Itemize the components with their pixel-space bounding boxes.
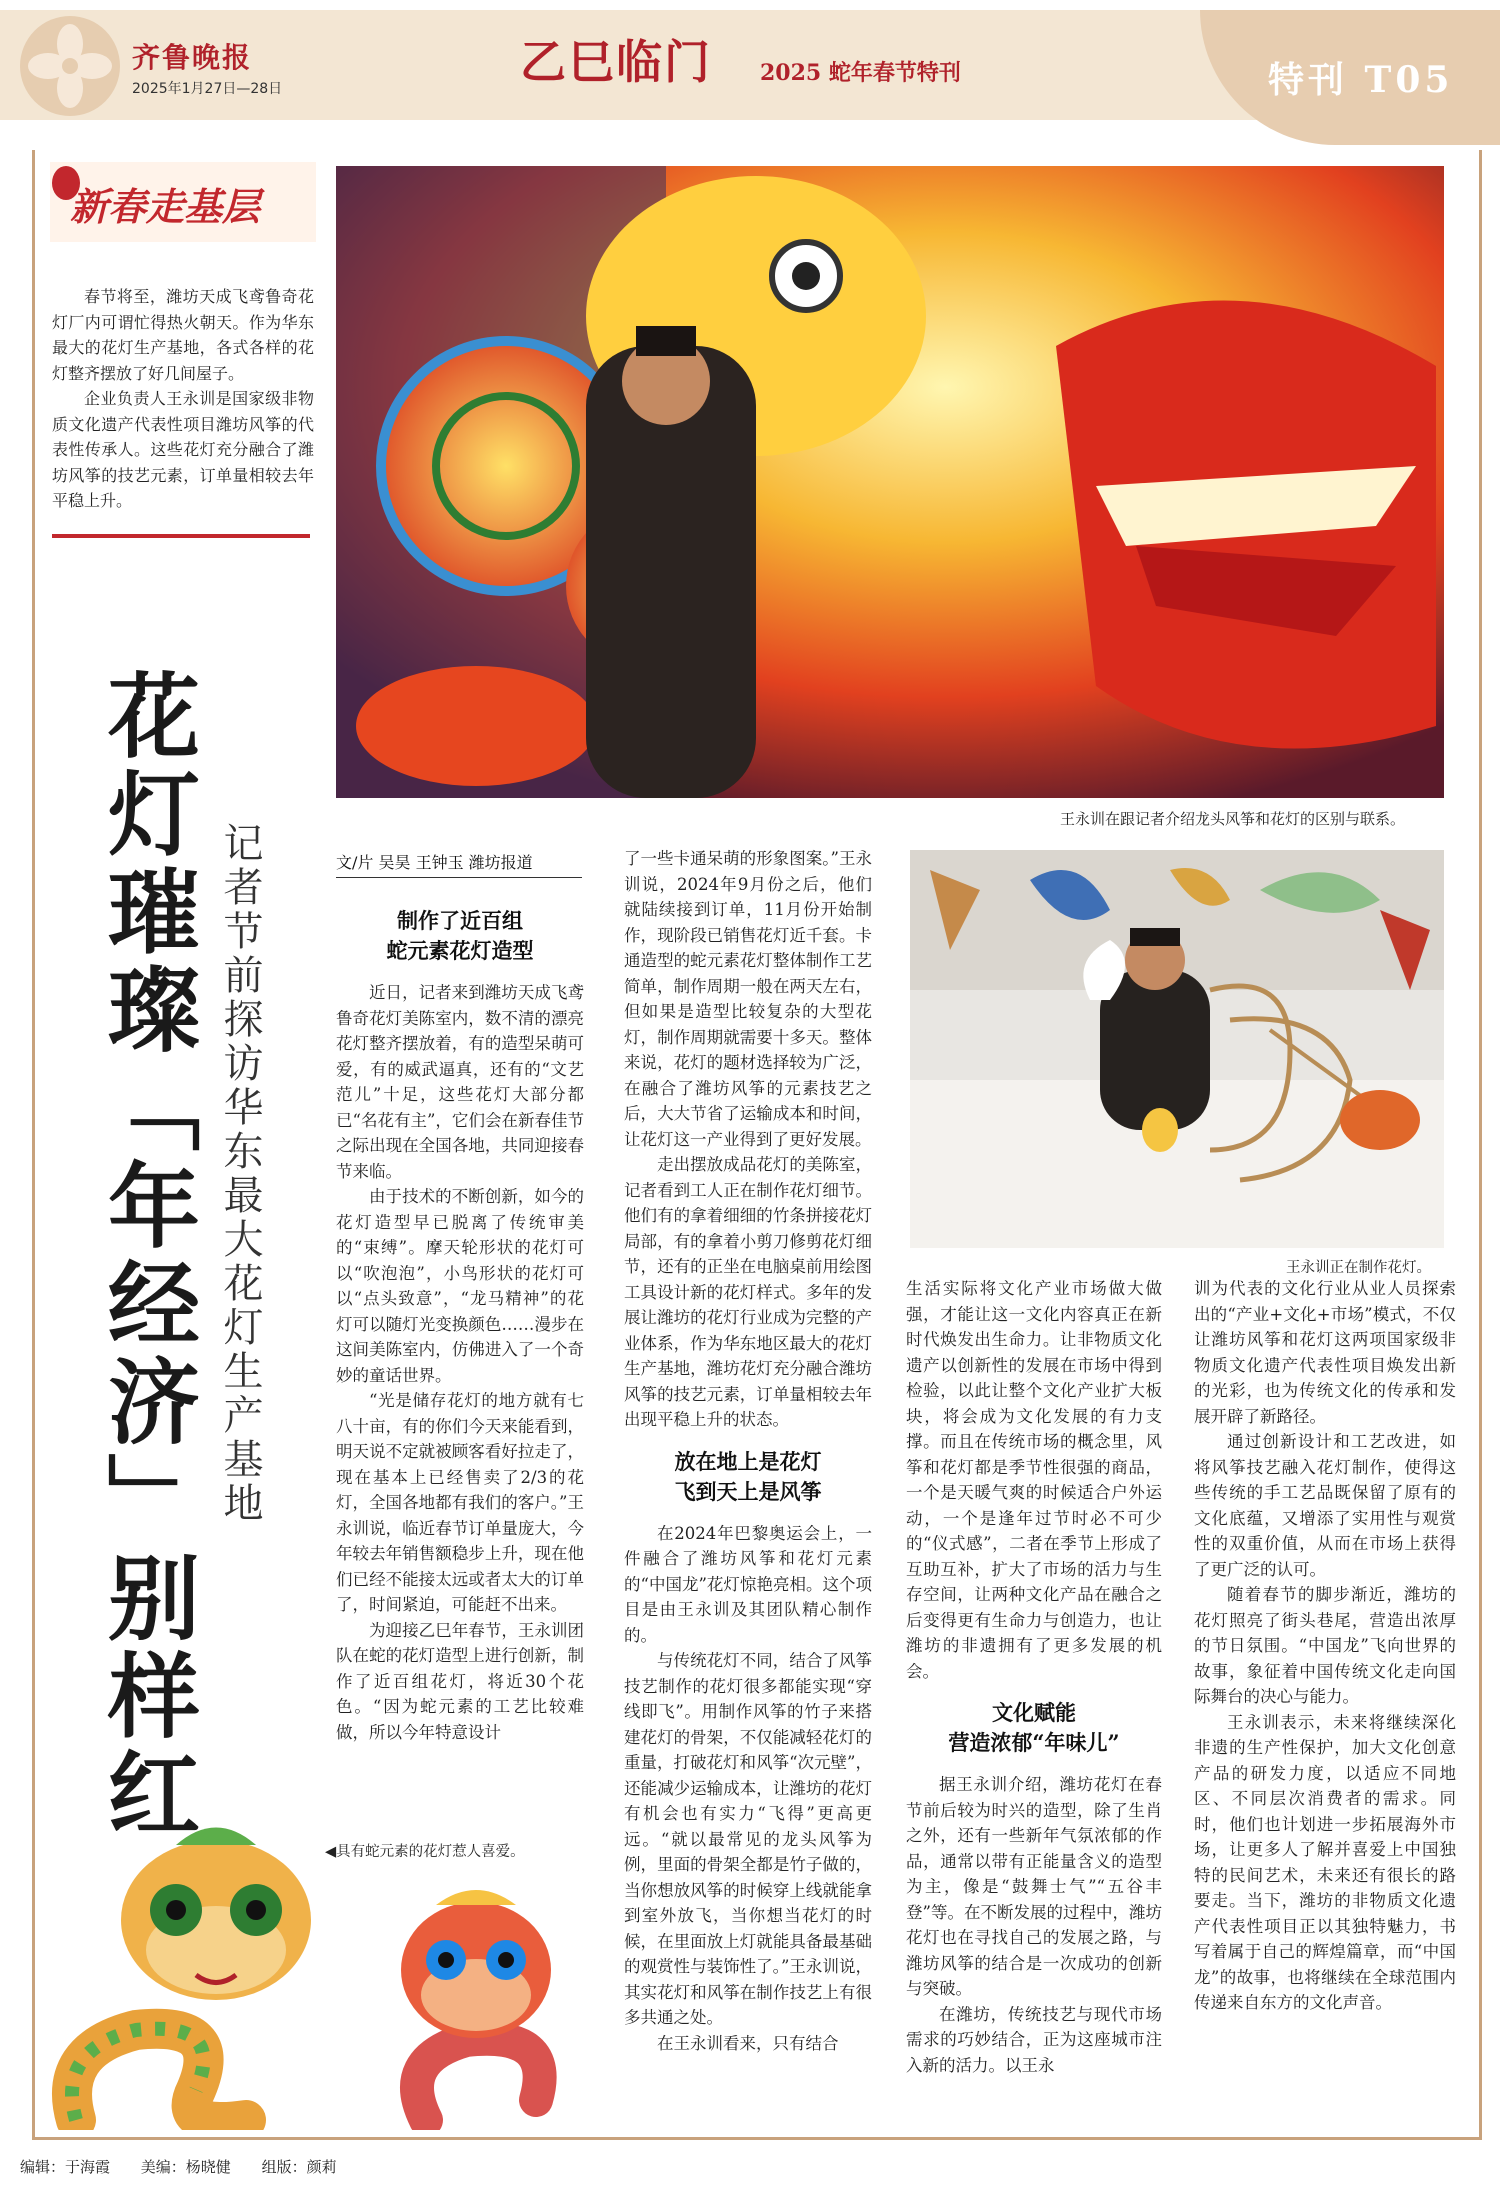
photo-caption: 王永训正在制作花灯。 — [1286, 1260, 1431, 1276]
article-paragraph: 王永训表示，未来将继续深化非遗的生产性保护，加大文化创意产品的研发力度，以适应不同地区、不同层次消费者的需求。同时，他们也计划进一步拓展海外市场，让更多人了解并喜爱上中国独特的民间艺术，未来还有很长的路要走。当下，潍坊的非物质文化遗产代表性项目正以其独特魅力，书写着属于自己的辉煌篇章，而“中国龙”的故事，也将继续在全球范围内传递来自东方的文化声音。 — [1194, 1712, 1456, 2012]
intro-rule — [52, 534, 310, 538]
section-heading: 放在地上是花灯 飞到天上是风筝 — [674, 1448, 822, 1504]
page-label: 特刊 T05 — [1268, 59, 1454, 101]
photo-lantern-showroom — [336, 166, 1444, 798]
festival-title: 乙巳临门 — [520, 35, 712, 89]
article-paragraph: “光是储存花灯的地方就有七八十亩，有的你们今天来能看到，明天说不定就被顾客看好拉走了，现在基本上已经售卖了2/3的花灯，全国各地都有我们的客户。”王永训说，临近春节订单量庞大，今年较去年销售额稳步上升，现在他们已经不能接太远或者太大的订单了，时间紧迫，可能赶不出来。 — [336, 1391, 584, 1614]
footer-designer: 美编：杨晓健 — [140, 2158, 231, 2176]
photo-caption: ◀具有蛇元素的花灯惹人喜爱。 — [325, 1844, 525, 1860]
section-heading: 制作了近百组 蛇元素花灯造型 — [386, 908, 534, 963]
article-paragraph: 近日，记者来到潍坊天成飞鸢鲁奇花灯美陈室内，数不清的漂亮花灯整齐摆放着，有的造型呆萌可爱，有的威武逼真，还有的“文艺范儿”十足，这些花灯大部分都已“名花有主”，它们会在新春佳节之际出现在全国各地，共同迎接春节来临。 — [336, 983, 584, 1181]
article-paragraph: 在潍坊，传统技艺与现代市场需求的巧妙结合，正为这座城市注入新的活力。以王永 — [906, 2004, 1162, 2075]
festival-subtitle: 2025 蛇年春节特刊 — [760, 60, 961, 86]
article-paragraph: 了一些卡通呆萌的形象图案。”王永训说，2024年9月份之后，他们就陆续接到订单，11月份开始制作，现阶段已销售花灯近千套。卡通造型的蛇元素花灯整体制作工艺简单，制作周期一般在两天左右，但如果是造型比较复杂的大型花灯，制作周期就需要十多天。整体来说，花灯的题材选择较为广泛，在融合了潍坊风筝的元素技艺之后，大大节省了运输成本和时间，让花灯这一产业得到了更好发展。 — [624, 849, 872, 1149]
intro-paragraph: 春节将至，潍坊天成飞鸢鲁奇花灯厂内可谓忙得热火朝天。作为华东最大的花灯生产基地，各式各样的花灯整齐摆放了好几间屋子。 — [52, 287, 314, 383]
footer-editor: 编辑：于海霞 — [20, 2158, 111, 2176]
intro-text — [52, 284, 314, 514]
article-column-2 — [624, 846, 872, 2056]
article-paragraph: 生活实际将文化产业市场做大做强，才能让这一文化内容真正在新时代焕发出生命力。让非物质文化遗产以创新性的发展在市场中得到检验，以此让整个文化产业扩大板块，将会成为文化发展的有力支撑。而且在传统市场的概念里，风筝和花灯都是季节性很强的商品，一个是天暖气爽的时候适合户外运动，一个是逢年过节时必不可少的“仪式感”，二者在季节上形成了互助互补，扩大了市场的活力与生存空间，让两种文化产品在融合之后变得更有生命力与创造力，也让潍坊的非遗拥有了更多发展的机会。 — [906, 1279, 1162, 1681]
photo-making-lantern — [910, 850, 1444, 1248]
headline: 花灯璀璨「年经济」别样红 — [93, 668, 201, 1844]
article-paragraph: 走出摆放成品花灯的美陈室，记者看到工人正在制作花灯细节。他们有的拿着细细的竹条拼接花灯局部，有的拿着小剪刀修剪花灯细节，还有的正坐在电脑桌前用绘图工具设计新的花灯样式。多年的发展让潍坊的花灯行业成为完整的产业体系，作为华东地区最大的花灯生产基地，潍坊花灯充分融合潍坊风筝的技艺元素，订单量相较去年出现平稳上升的状态。 — [624, 1155, 872, 1429]
section-badge: 新春走基层 — [70, 184, 261, 229]
article-column-3 — [906, 1276, 1162, 2078]
article-column-1 — [336, 902, 584, 1745]
article-paragraph: 随着春节的脚步渐近，潍坊的花灯照亮了街头巷尾，营造出浓厚的节日氛围。“中国龙”飞向世界的故事，象征着中国传统文化走向国际舞台的决心与能力。 — [1194, 1585, 1456, 1706]
article-paragraph: 训为代表的文化行业从业人员探索出的“产业+文化+市场”模式，不仅让潍坊风筝和花灯这两项国家级非物质文化遗产代表性项目焕发出新的光彩，也为传统文化的传承和发展开辟了新路径。 — [1194, 1279, 1456, 1426]
newspaper-name: 齐鲁晚报 — [132, 41, 253, 74]
article-paragraph: 在王永训看来，只有结合 — [657, 2033, 839, 2053]
article-paragraph: 在2024年巴黎奥运会上，一件融合了潍坊风筝和花灯元素的“中国龙”花灯惊艳亮相。这个项目是由王永训及其团队精心制作的。 — [624, 1523, 872, 1645]
byline: 文/片 吴昊 王钟玉 潍坊报道 — [336, 850, 582, 878]
article-paragraph: 通过创新设计和工艺改进，如将风筝技艺融入花灯制作，使得这些传统的手工艺品既保留了原有的文化底蕴，又增添了实用性与观赏性的双重价值，从而在市场上获得了更广泛的认可。 — [1194, 1432, 1456, 1579]
page-header — [0, 0, 1500, 150]
article-paragraph: 为迎接乙巳年春节，王永训团队在蛇的花灯造型上进行创新，制作了近百组花灯，将近30个花色。“因为蛇元素的工艺比较难做，所以今年特意设计 — [336, 1620, 584, 1742]
article-paragraph: 与传统花灯不同，结合了风筝技艺制作的花灯很多都能实现“穿线即飞”。用制作风筝的竹子来搭建花灯的骨架，不仅能减轻花灯的重量，打破花灯和风筝“次元壁”，还能减少运输成本，让潍坊的花灯有机会也有实力“飞得”更高更远。“就以最常见的龙头风筝为例，里面的骨架全都是竹子做的，当你想放风筝的时候穿上线就能拿到室外放飞，当你想当花灯的时候，在里面放上灯就能具备最基础的观赏性与装饰性了。”王永训说，其实花灯和风筝在制作技艺上有很多共通之处。 — [624, 1651, 872, 2027]
intro-paragraph: 企业负责人王永训是国家级非物质文化遗产代表性项目潍坊风筝的代表性传承人。这些花灯充分融合了潍坊风筝的技艺元素，订单量相较去年平稳上升。 — [52, 389, 314, 510]
page-footer — [20, 2156, 353, 2177]
subheadline: 记者节前探访华东最大花灯生产基地 — [217, 822, 263, 1526]
issue-date: 2025年1月27日—28日 — [132, 81, 283, 97]
article-paragraph: 由于技术的不断创新，如今的花灯造型早已脱离了传统审美的“束缚”。摩天轮形状的花灯可以“吹泡泡”，小鸟形状的花灯可以“点头致意”，“龙马精神”的花灯可以随灯光变换颜色……漫步在这间美陈室内，仿佛进入了一个奇妙的童话世界。 — [336, 1187, 584, 1385]
footer-layout: 组版：颜莉 — [261, 2158, 337, 2176]
article-column-4 — [1194, 1276, 1456, 2016]
section-heading: 文化赋能 营造浓郁“年味儿” — [948, 1700, 1120, 1755]
flower-emblem-icon — [20, 16, 120, 116]
article-paragraph: 据王永训介绍，潍坊花灯在春节前后较为时兴的造型，除了生肖之外，还有一些新年气氛浓郁的作品，通常以带有正能量含义的造型为主，像是“鼓舞士气”“五谷丰登”等。在不断发展的过程中，潍坊花灯也在寻找自己的发展之路，与潍坊风筝的结合是一次成功的创新与突破。 — [906, 1775, 1162, 1998]
photo-caption: 王永训在跟记者介绍龙头风筝和花灯的区别与联系。 — [1060, 810, 1406, 828]
